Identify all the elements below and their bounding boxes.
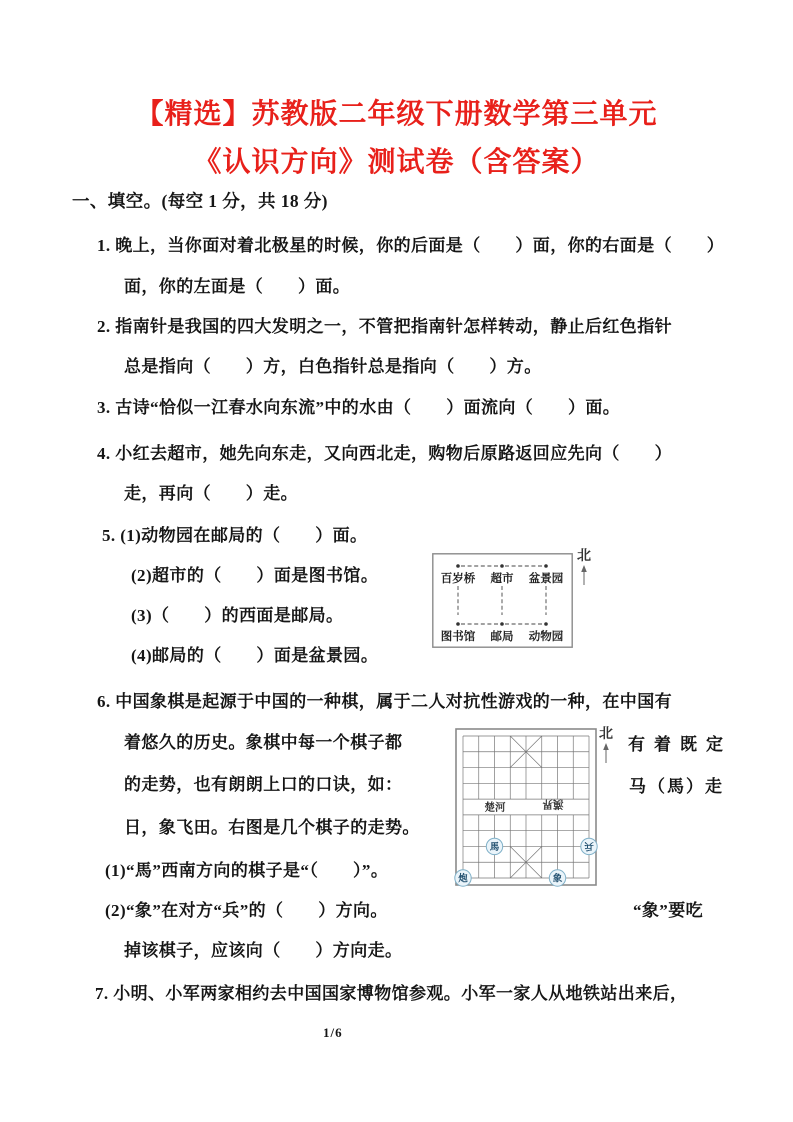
question-7-line1: 7. 小明、小军两家相约去中国国家博物馆参观。小军一家人从地铁站出来后，	[95, 984, 688, 1003]
question-2-line2: 总是指向（ ）方，白色指针总是指向（ ）方。	[124, 357, 542, 376]
map-label-youju: 邮局	[490, 631, 514, 643]
svg-text:炮: 炮	[458, 874, 468, 885]
board-north-label: 北	[599, 727, 613, 742]
question-6-line5: 掉该棋子，应该向（ ）方向走。	[124, 941, 403, 960]
map-label-baisuiqiao: 百岁桥	[440, 573, 476, 585]
question-6-line3: 的走势，也有朗朗上口的口诀，如：	[124, 775, 403, 794]
question-5-sub3: (3)（ ）的西面是邮局。	[131, 606, 344, 625]
question-5-sub4: (4)邮局的（ ）面是盆景园。	[131, 646, 379, 665]
page-number: 1/6	[323, 1025, 343, 1040]
page-title-line2: 《认识方向》测试卷（含答案）	[193, 147, 600, 178]
map-north-label: 北	[577, 549, 591, 564]
question-1-line1: 1. 晚上，当你面对着北极星的时候，你的后面是（ ）面，你的右面是（ ）	[97, 236, 725, 255]
q6-chess-board-figure	[455, 728, 597, 886]
question-6-line2: 着悠久的历史。象棋中每一个棋子都	[124, 733, 403, 752]
svg-text:象: 象	[552, 874, 563, 885]
chess-piece-象	[549, 870, 565, 886]
question-2-line1: 2. 指南针是我国的四大发明之一，不管把指南针怎样转动，静止后红色指针	[97, 317, 672, 336]
question-6-line4: 日，象飞田。右图是几个棋子的走势。	[124, 818, 420, 837]
question-6-sub2: (2)“象”在对方“兵”的（ ）方向。	[105, 901, 388, 920]
map-north-indicator	[577, 549, 591, 586]
chess-piece-兵	[581, 838, 597, 854]
map-label-tushuguan: 图书馆	[440, 631, 476, 643]
svg-text:馬: 馬	[489, 842, 500, 853]
map-label-dongwuyuan: 动物园	[528, 631, 564, 643]
board-north-indicator	[599, 727, 613, 764]
chess-piece-馬	[486, 838, 502, 854]
question-6-line1: 6. 中国象棋是起源于中国的一种棋，属于二人对抗性游戏的一种，在中国有	[97, 692, 672, 711]
question-5-sub1: 5. (1)动物园在邮局的（ ）面。	[102, 526, 368, 545]
map-label-chaoshi: 超市	[490, 573, 514, 585]
chess-piece-炮	[455, 870, 471, 886]
question-4-line2: 走，再向（ ）走。	[124, 484, 298, 503]
question-6-right-text1: 有着既定	[628, 735, 732, 754]
svg-text:兵: 兵	[584, 840, 594, 851]
question-1-line2: 面，你的左面是（ ）面。	[124, 277, 351, 296]
question-5-sub2: (2)超市的（ ）面是图书馆。	[131, 566, 379, 585]
question-6-sub1: (1)“馬”西南方向的棋子是“（ ）”。	[105, 861, 389, 880]
section-heading: 一、填空。(每空 1 分，共 18 分)	[72, 191, 328, 211]
question-6-right-text2: 马（馬）走	[629, 777, 724, 796]
river-label-left: 楚河	[484, 802, 506, 814]
question-4-line1: 4. 小红去超市，她先向东走，又向西北走，购物后原路返回应先向（ ）	[97, 444, 672, 463]
river-label-right: 漢界	[542, 798, 564, 809]
question-3-line1: 3. 古诗“恰似一江春水向东流”中的水由（ ）面流向（ ）面。	[97, 398, 621, 417]
page-title-line1: 【精选】苏教版二年级下册数学第三单元	[135, 99, 658, 130]
north-arrow-icon	[601, 742, 611, 764]
north-arrow-icon	[579, 564, 589, 586]
map-label-penjingyuan: 盆景园	[528, 573, 564, 585]
question-6-right-text3: “象”要吃	[633, 901, 703, 920]
q5-location-map-figure	[432, 553, 573, 648]
